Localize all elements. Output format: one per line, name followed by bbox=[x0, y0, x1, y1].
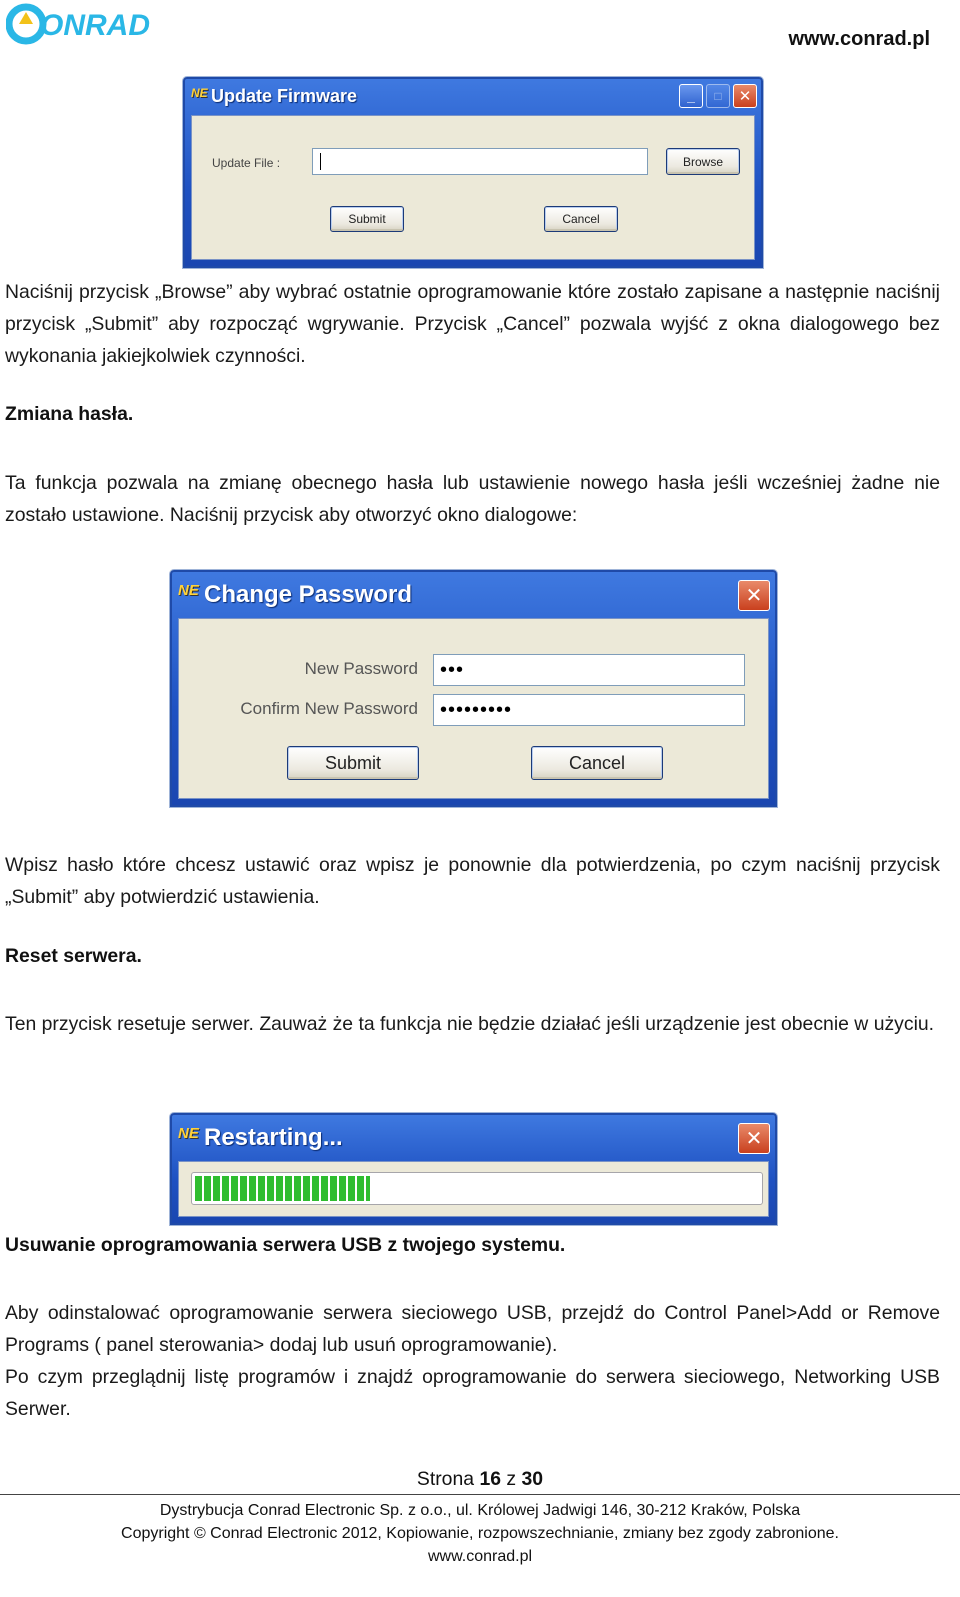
text-cursor bbox=[320, 153, 321, 170]
footer-address: Dystrybucja Conrad Electronic Sp. z o.o., ul. Królowej Jadwigi 146, 30-212 Kraków, Polska bbox=[159, 1502, 801, 1519]
footer-copyright: Copyright © Conrad Electronic 2012, Kopiowanie, rozpowszechnianie, zmiany bez zgody zabronione. bbox=[121, 1525, 839, 1542]
app-icon: NE bbox=[191, 86, 208, 100]
page-current: 16 bbox=[479, 1468, 502, 1490]
submit-button[interactable]: Submit bbox=[287, 746, 419, 780]
maximize-icon: □ bbox=[706, 84, 730, 108]
heading-uninstall: Usuwanie oprogramowania serwera USB z twojego systemu. bbox=[5, 1234, 566, 1256]
paragraph-uninstall-steps: Aby odinstalować oprogramowanie serwera sieciowego USB, przejdź do Control Panel>Add or Remove Programs ( panel sterowania> dodaj lub usuń oprogramowanie). bbox=[5, 1302, 940, 1356]
browse-button[interactable]: Browse bbox=[666, 148, 740, 175]
dialog-title: Change Password bbox=[204, 581, 413, 608]
dialog-title: Restarting... bbox=[204, 1124, 343, 1151]
update-firmware-dialog bbox=[183, 77, 763, 268]
page-mid: z bbox=[501, 1468, 522, 1490]
paragraph-browse-instructions: Naciśnij przycisk „Browse” aby wybrać ostatnie oprogramowanie które zostało zapisane a następnie naciśnij przycisk „Submit” aby rozpocząć wgrywanie. Przycisk „Cancel” pozwala wyjść z okna dialogowego bez wykonania jakiejkolwiek czynności. bbox=[5, 281, 940, 367]
minimize-icon[interactable]: _ bbox=[679, 84, 703, 108]
cancel-button[interactable]: Cancel bbox=[531, 746, 663, 780]
cancel-button[interactable]: Cancel bbox=[544, 206, 618, 232]
app-icon: NE bbox=[178, 582, 199, 599]
footer-divider bbox=[0, 1494, 960, 1495]
confirm-password-label: Confirm New Password bbox=[240, 699, 418, 718]
app-icon: NE bbox=[178, 1125, 199, 1142]
update-file-input[interactable] bbox=[312, 148, 648, 175]
new-password-label: New Password bbox=[304, 659, 418, 678]
close-icon[interactable]: ✕ bbox=[738, 1123, 770, 1154]
progress-fill bbox=[195, 1176, 370, 1201]
submit-button[interactable]: Submit bbox=[330, 206, 404, 232]
footer-url[interactable]: www.conrad.pl bbox=[427, 1548, 533, 1565]
header-url[interactable]: www.conrad.pl bbox=[788, 28, 930, 50]
new-password-input[interactable]: ••• bbox=[433, 654, 745, 686]
page-total: 30 bbox=[521, 1468, 544, 1490]
heading-server-reset: Reset serwera. bbox=[5, 945, 142, 967]
paragraph-password-function: Ta funkcja pozwala na zmianę obecnego hasła lub ustawienie nowego hasła jeśli wcześniej żadne nie zostało ustawione. Naciśnij przycisk aby otworzyć okno dialogowe: bbox=[5, 472, 940, 526]
heading-password-change: Zmiana hasła. bbox=[5, 403, 134, 425]
paragraph-password-confirm: Wpisz hasło które chcesz ustawić oraz wpisz je ponownie dla potwierdzenia, po czym naciśnij przycisk „Submit” aby potwierdzić ustawienia. bbox=[5, 854, 940, 908]
restarting-dialog bbox=[170, 1113, 777, 1225]
restart-progress-bar bbox=[191, 1172, 763, 1205]
conrad-logo bbox=[6, 2, 162, 46]
change-password-dialog bbox=[170, 570, 777, 807]
dialog-title: Update Firmware bbox=[211, 86, 358, 106]
paragraph-find-program: Po czym przeglądnij listę programów i znajdź oprogramowanie do serwera sieciowego, Networking USB Serwer. bbox=[5, 1366, 940, 1420]
close-icon[interactable]: ✕ bbox=[738, 580, 770, 611]
paragraph-reset-info: Ten przycisk resetuje serwer. Zauważ że ta funkcja nie będzie działać jeśli urządzenie jest obecnie w użyciu. bbox=[5, 1013, 935, 1035]
close-icon[interactable]: ✕ bbox=[733, 84, 757, 108]
page-number bbox=[0, 1468, 960, 1491]
confirm-password-input[interactable]: ••••••••• bbox=[433, 694, 745, 726]
svg-text:ONRAD: ONRAD bbox=[40, 9, 150, 42]
update-file-label: Update File : bbox=[212, 156, 281, 170]
page-prefix: Strona bbox=[416, 1468, 480, 1490]
